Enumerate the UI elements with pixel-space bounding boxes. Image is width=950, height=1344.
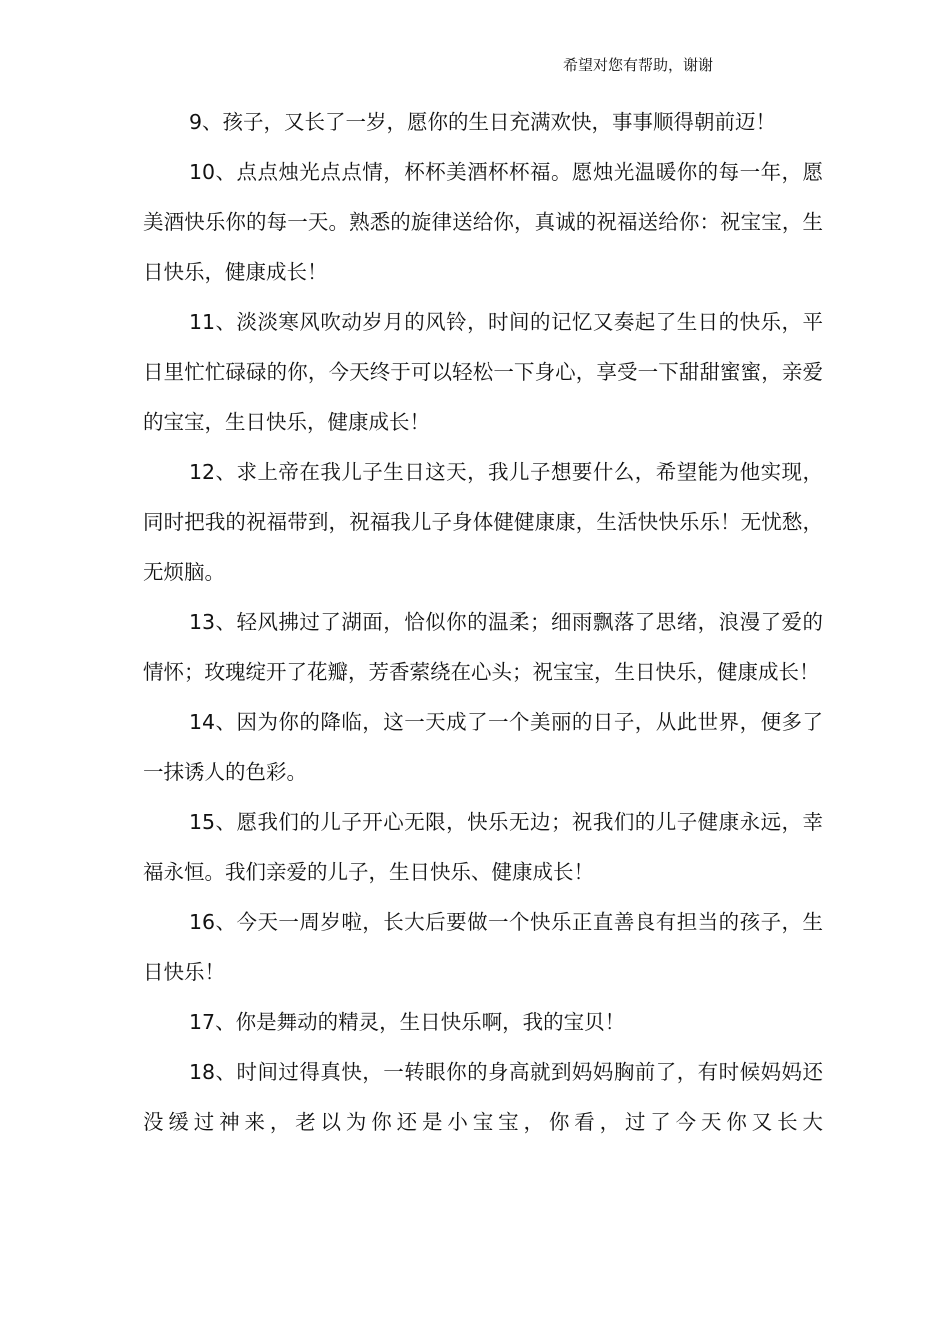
paragraph-14: 14、因为你的降临，这一天成了一个美丽的日子，从此世界，便多了一抹诱人的色彩。 — [143, 710, 823, 784]
document-body — [143, 97, 823, 1147]
paragraph-9: 9、孩子，又长了一岁，愿你的生日充满欢快，事事顺得朝前迈！ — [189, 110, 777, 134]
paragraph-10: 10、点点烛光点点情，杯杯美酒杯杯福。愿烛光温暖你的每一年，愿美酒快乐你的每一天。熟悉的旋律送给你，真诚的祝福送给你：祝宝宝，生日快乐，健康成长！ — [143, 160, 823, 284]
paragraph-12: 12、求上帝在我儿子生日这天，我儿子想要什么，希望能为他实现，同时把我的祝福带到，祝福我儿子身体健健康康，生活快快乐乐！无忧愁，无烦脑。 — [143, 460, 823, 584]
paragraph-18: 18、时间过得真快，一转眼你的身高就到妈妈胸前了，有时候妈妈还没缓过神来，老以为你还是小宝宝，你看，过了今天你又长大 — [143, 1060, 823, 1134]
paragraph-11: 11、淡淡寒风吹动岁月的风铃，时间的记忆又奏起了生日的快乐，平日里忙忙碌碌的你，今天终于可以轻松一下身心，享受一下甜甜蜜蜜，亲爱的宝宝，生日快乐，健康成长！ — [143, 310, 823, 434]
paragraph-16: 16、今天一周岁啦，长大后要做一个快乐正直善良有担当的孩子，生日快乐！ — [143, 910, 823, 984]
paragraph-17: 17、你是舞动的精灵，生日快乐啊，我的宝贝！ — [189, 1010, 626, 1034]
header-note: 希望对您有帮助，谢谢 — [563, 56, 714, 74]
paragraph-15: 15、愿我们的儿子开心无限，快乐无边；祝我们的儿子健康永远，幸福永恒。我们亲爱的儿子，生日快乐、健康成长！ — [143, 810, 823, 884]
paragraph-13: 13、轻风拂过了湖面，恰似你的温柔；细雨飘落了思绪，浪漫了爱的情怀；玫瑰绽开了花瓣，芳香萦绕在心头；祝宝宝，生日快乐，健康成长！ — [143, 610, 823, 684]
